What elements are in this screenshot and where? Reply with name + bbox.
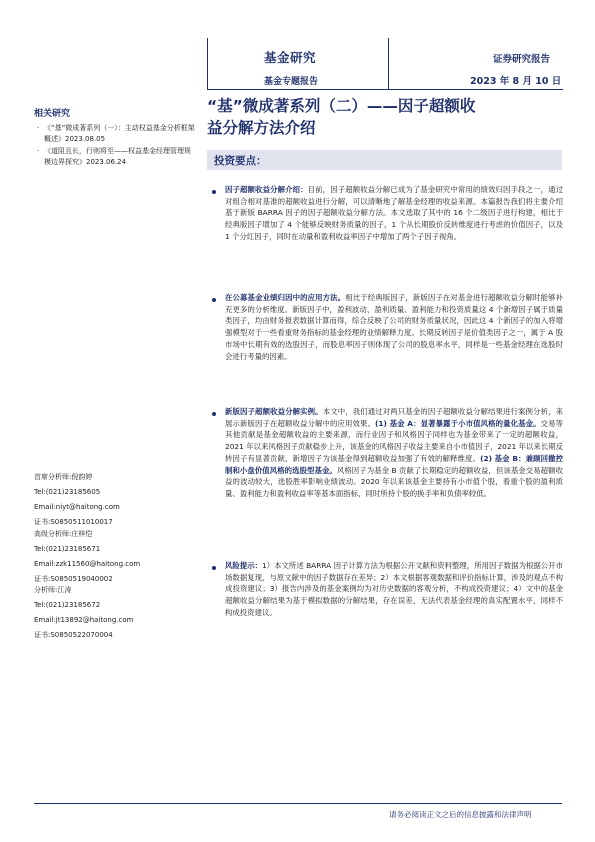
analyst-tel: Tel:(021)23185605 xyxy=(34,488,101,496)
key-point-heading: 在公募基金业绩归因中的应用方法。 xyxy=(225,293,346,302)
analyst-email[interactable]: Email:niyt@haitong.com xyxy=(34,503,120,511)
report-category: 基金研究 xyxy=(264,50,317,65)
analyst-cert: 证书:S0850519040002 xyxy=(34,575,113,583)
section-heading: 投资要点： xyxy=(214,155,267,167)
key-point xyxy=(225,560,563,619)
analyst-tel: Tel:(021)23185671 xyxy=(34,545,101,553)
report-date: 2023 年 8 月 10 日 xyxy=(470,76,562,87)
analyst-cert: 证书:S0850522070004 xyxy=(34,631,113,639)
fund-b-heading: (2) 基金 B：兼顾回撤控制和小盘价值风格的选股型基金。 xyxy=(225,453,563,475)
analyst-tel: Tel:(021)23185672 xyxy=(34,601,101,609)
title-line-2: 益分解方法介绍 xyxy=(207,119,316,137)
header-center-divider xyxy=(388,38,389,90)
header-vertical-divider xyxy=(207,38,208,90)
key-point xyxy=(225,184,563,243)
footer-disclaimer: 请务必阅读正文之后的信息披露和法律声明 xyxy=(389,810,532,819)
bullet-icon xyxy=(212,566,216,570)
fund-b-text: 风格因子为基金 B 贡献了长期稳定的超额收益，但该基金交易超额收益的波动较大，选股胜率影响业绩波动。2020 年以来该基金主要持有小市值个股，看重个股的盈利质量、盈利能力和盈利收益率等基本面指标，同时所持个股的换手率和负债率较低。 xyxy=(225,465,563,498)
key-point-text: 目前，因子超额收益分解已成为了基金研究中常用的绩效归因手段之一，通过对组合相对基准的超额收益进行分解，可以清晰地了解基金经理的收益来源。本篇报告我们将主要介绍基于新版 BARRA 因子的因子超额收益分解方法。本文选取了其中的 16 个二级因子进行构建，相比于经典版因子增加了 4 个能够反映财务质量的因子，1 个从长期股价反转维度进行考虑的价值因子，以及 1 个分红因子，同时在动量和盈利收益率因子中增加了两个子因子视角。 xyxy=(225,185,563,241)
fund-a-text: 交易等其他贡献是基金超额收益的主要来源，而行业因子和风格因子同样也为基金带来了一定的超额收益，2021 年以来风格因子贡献稳步上升，该基金的风格因子收益主要来自小市值因子，2021 年以来长期反转因子有显著贡献，新增因子为该基金得到超额收益加强了有效的解释维度。 xyxy=(225,418,563,463)
analyst-cert: 证书:S0850511010017 xyxy=(34,518,113,526)
risk-heading: 风险提示： xyxy=(225,561,263,570)
analyst-block xyxy=(34,470,120,530)
analyst-block xyxy=(34,527,140,587)
bullet-icon: · xyxy=(37,147,40,155)
key-point-heading: 新版因子超额收益分解实例。 xyxy=(225,407,323,416)
footer-rule xyxy=(34,803,562,804)
key-point xyxy=(225,292,563,362)
analyst-name: 高级分析师:庄梓恺 xyxy=(34,530,93,538)
bullet-icon xyxy=(212,412,216,416)
report-type: 基金专题报告 xyxy=(264,77,319,87)
title-line-1: “基”微成著系列（二）——因子超额收 xyxy=(207,97,476,115)
analyst-email[interactable]: Email:zzk11560@haitong.com xyxy=(34,560,141,568)
key-point-text: 相比于经典版因子，新版因子在对基金进行超额收益分解时能够补充更多的分析维度。新版因子中，盈利波动、盈利质量、盈利能力和投资质量这 4 个新增因子属于质量类因子，均由财务报表数据计算而得，综合反映了公司的财务质量状况，因此这 4 个新因子的加入将增强模型对于一些看重财务指标的基金经理的业绩解释力度。长期反转因子是价值类因子之一，属于 A 股市场中长期有效的选股因子，而股息率因子则体现了公司的股息率水平，同样是一些基金经理在选股时会进行考量的因素。 xyxy=(225,293,563,361)
key-point-heading: 因子超额收益分解介绍： xyxy=(225,185,308,194)
analyst-name: 分析师:江涛 xyxy=(34,586,72,594)
analyst-email[interactable]: Email:jt13892@haitong.com xyxy=(34,616,134,624)
report-label: 证券研究报告 xyxy=(493,54,551,65)
bullet-icon xyxy=(212,298,216,302)
key-point-text: 本文中，我们通过对两只基金的因子超额收益分解结果进行案例分析，来展示新版因子在超额收益分解中的应用效果。 xyxy=(225,407,563,428)
risk-text: 1）本文所述 BARRA 因子计算方法为根据公开文献和资料整理，所用因子数据为根据公开市场数据复现，与原文献中的因子数据存在差异；2）本文根据客观数据和评价指标计算，涉及的观点不构成投资建议；3）报告内涉及的基金案例均为对历史数据的客观分析，不构成投资建议；4）文中的基金超额收益分解结果为基于模拟数据的分解结果，存在误差，无法代表基金经理的真实配置水平，同样不构成投资建议。 xyxy=(225,561,563,617)
bullet-icon: · xyxy=(37,124,40,132)
analyst-name: 首席分析师:倪韵婷 xyxy=(34,473,93,481)
related-item[interactable]: · 《“基”微成著系列（一）：主动权益基金分析框架概述》2023.08.05 xyxy=(37,124,195,143)
key-point xyxy=(225,406,563,500)
bullet-icon xyxy=(212,190,216,194)
analyst-block xyxy=(34,583,134,643)
page-title xyxy=(207,95,567,139)
related-item[interactable]: · 《道阻且长，行则将至——权益基金经理管理规模边界探究》2023.06.24 xyxy=(37,147,191,166)
fund-a-heading: (1) 基金 A：显著暴露于小市值风格的量化基金。 xyxy=(375,418,541,428)
related-research-title: 相关研究 xyxy=(34,109,71,119)
header-bottom-rule xyxy=(207,89,563,90)
